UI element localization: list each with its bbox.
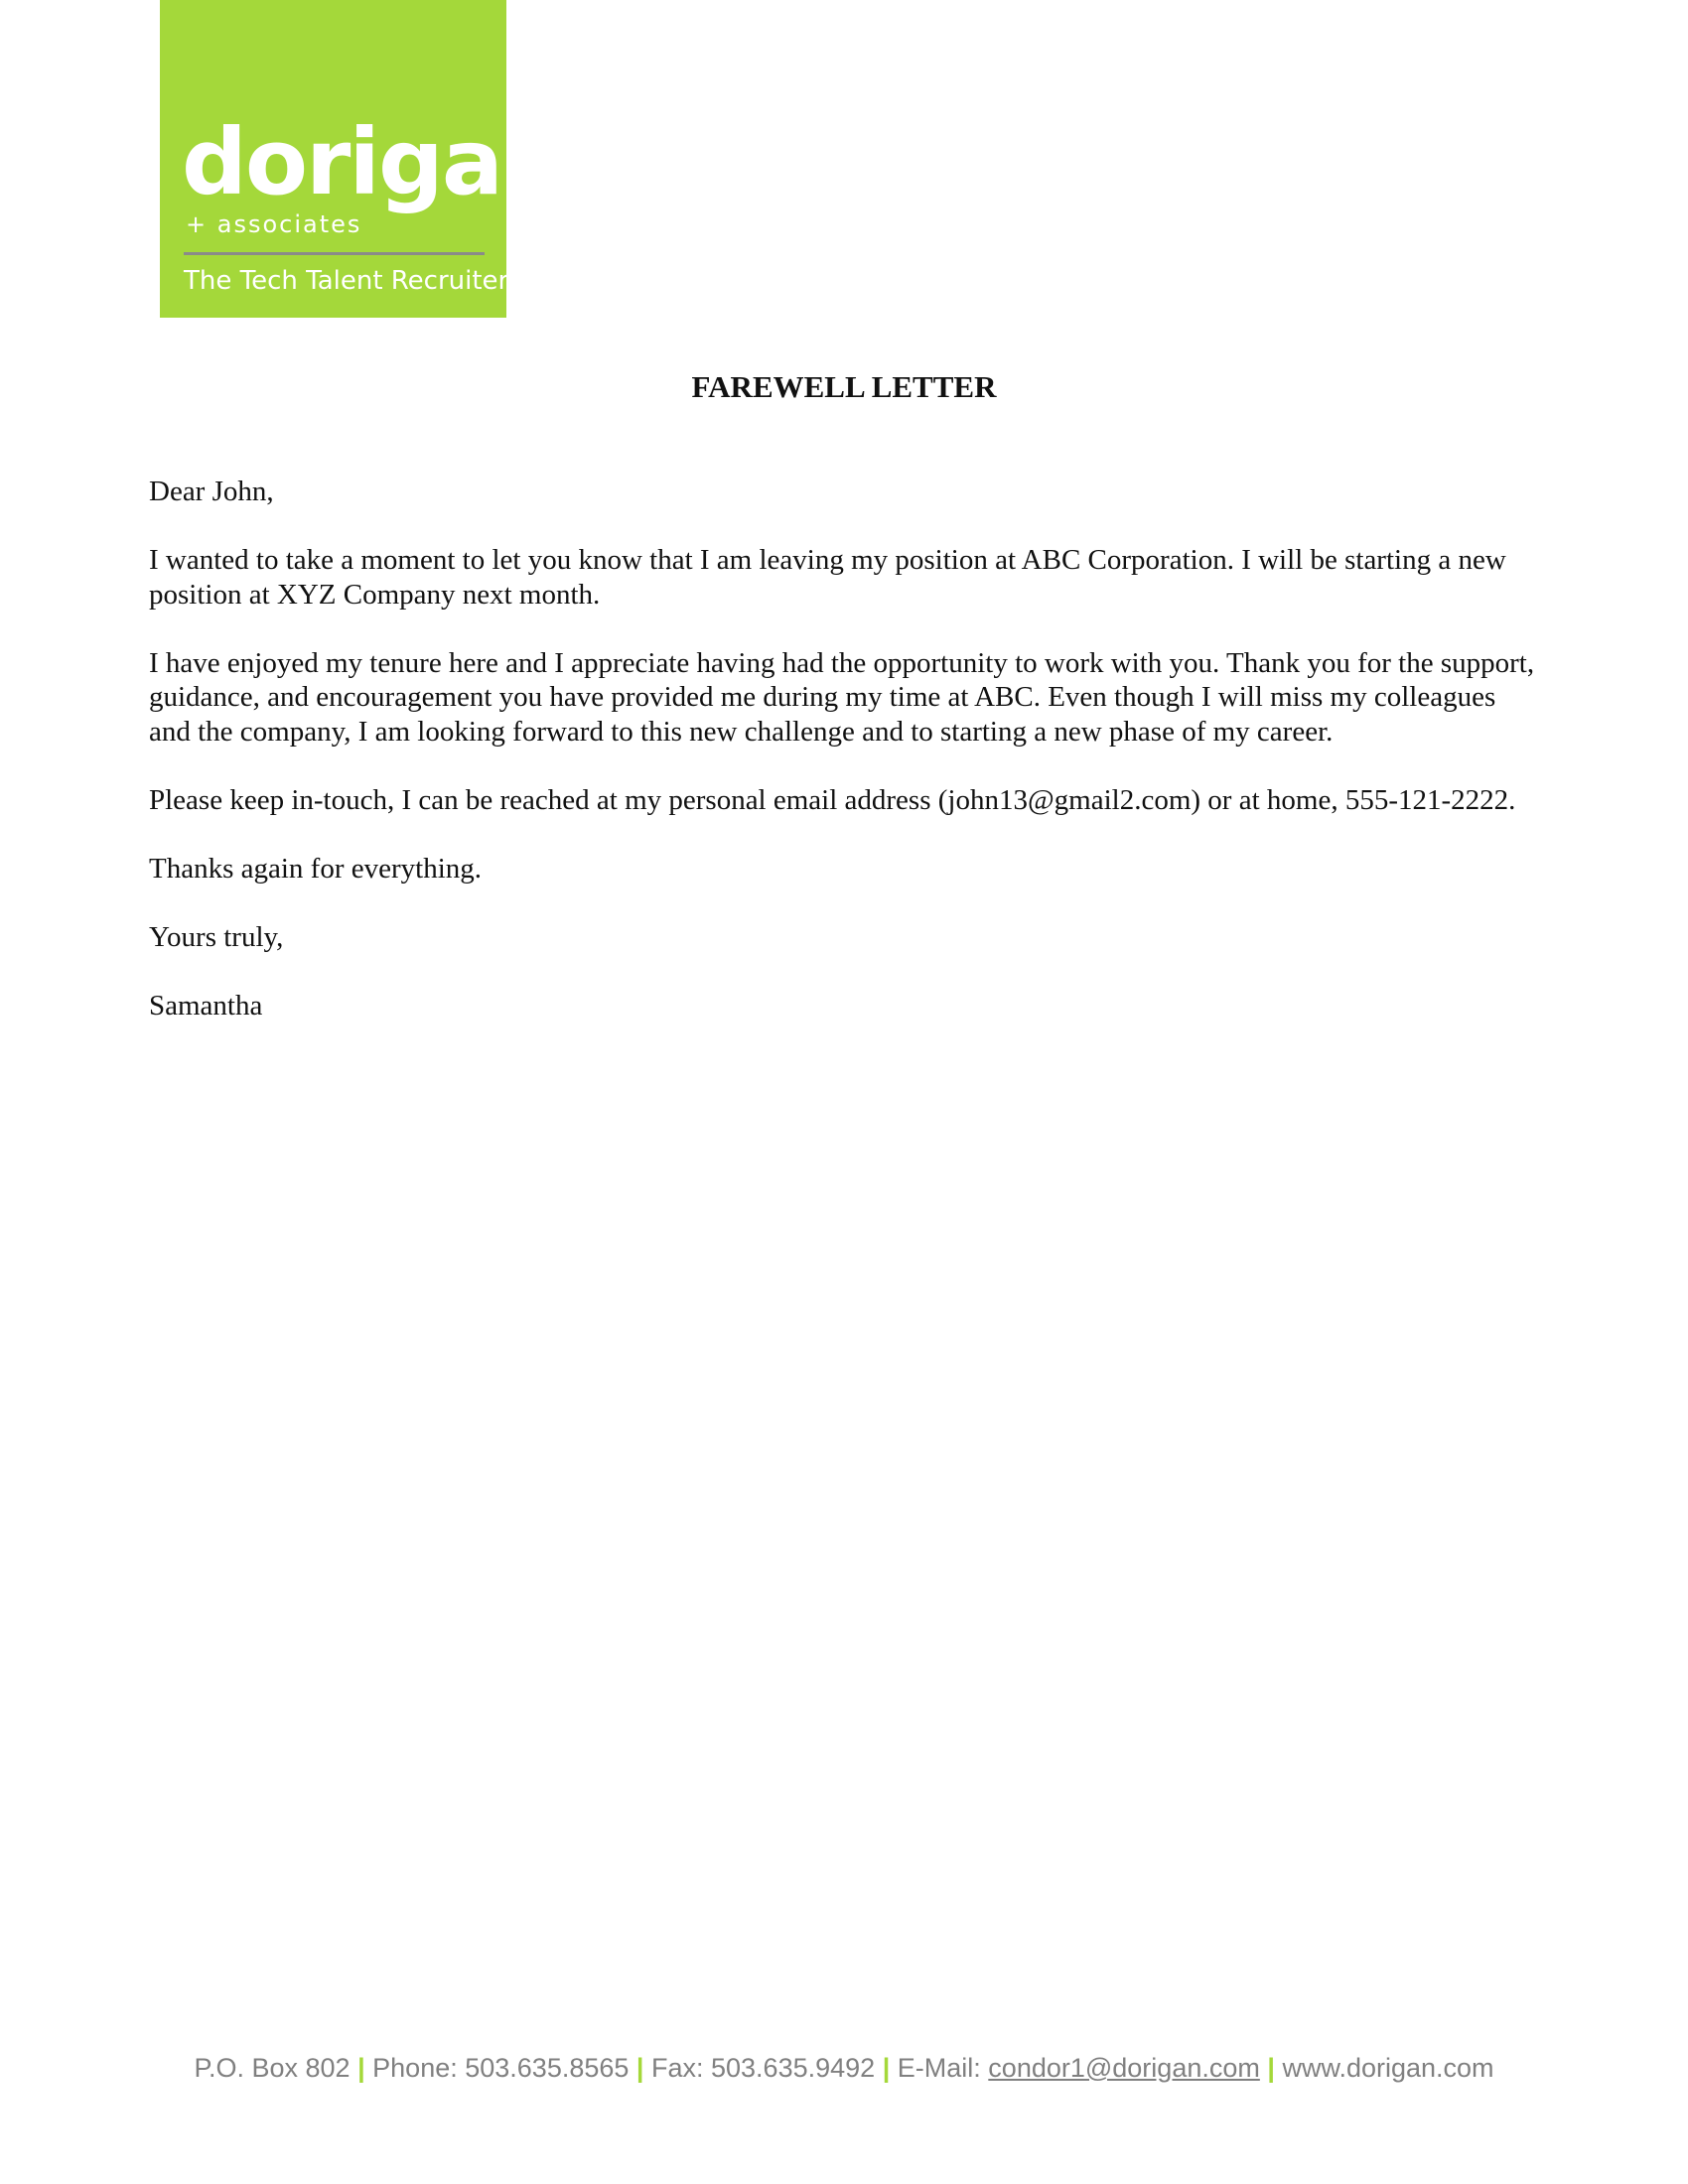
logo-wordmark: dorigan [182,109,565,215]
signature: Samantha [149,989,263,1022]
letter-title: FAREWELL LETTER [691,369,997,404]
logo-subtitle: + associates [186,210,362,238]
footer-fax: Fax: 503.635.9492 [651,2053,876,2083]
paragraph-4: Thanks again for everything. [149,852,483,885]
footer-separator: | [1267,2053,1275,2083]
footer-website: www.dorigan.com [1282,2053,1494,2083]
contact-footer [0,2053,1688,2084]
footer-phone: Phone: 503.635.8565 [372,2053,630,2083]
letter-body [149,475,1539,1057]
closing: Yours truly, [149,920,284,953]
footer-separator: | [357,2053,365,2083]
footer-email-label: E-Mail: [897,2053,989,2083]
paragraph-3: Please keep in-touch, I can be reached at my personal email address (john13@gmail2.com) or at home, 555-121-2222. [149,783,1516,816]
logo-divider [184,252,485,255]
footer-po-box: P.O. Box 802 [194,2053,351,2083]
footer-email-link[interactable]: condor1@dorigan.com [988,2053,1260,2083]
paragraph-2: I have enjoyed my tenure here and I appreciate having had the opportunity to work with you. Thank you for the support, guidance, and encouragement you have provided me during my time at ABC. Even though I will miss my colleagues and the company, I am looking forward to this new challenge and to starting a new phase of my career. [149,646,1535,748]
salutation: Dear John, [149,476,274,507]
company-logo [160,0,565,318]
footer-separator: | [635,2053,644,2083]
logo-tagline: The Tech Talent Recruiters [184,266,522,296]
paragraph-1: I wanted to take a moment to let you know that I am leaving my position at ABC Corporation. I will be starting a new position at XYZ Company next month. [149,544,1506,611]
footer-separator: | [882,2053,891,2083]
